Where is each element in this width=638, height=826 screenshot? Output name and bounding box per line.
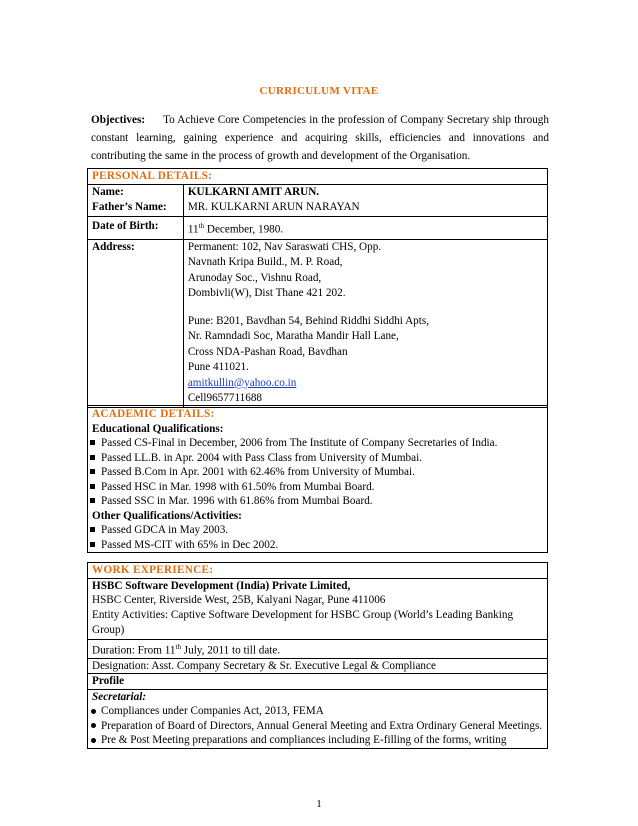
dob-value: 11th December, 1980.	[183, 216, 547, 239]
company-address: HSBC Center, Riverside West, 25B, Kalyani Nagar, Pune 411006	[92, 594, 386, 606]
father-value: MR. KULKARNI ARUN NARAYAN	[187, 201, 360, 213]
square-bullet-icon	[90, 455, 95, 460]
round-bullet-icon	[91, 723, 96, 728]
address-line: Nr. Ramndadi Soc, Maratha Mandir Hall Lane,	[187, 330, 399, 343]
square-bullet-icon	[90, 498, 95, 503]
address-value	[183, 239, 547, 407]
square-bullet-icon	[90, 469, 95, 474]
father-label: Father’s Name:	[92, 201, 167, 213]
square-bullet-icon	[90, 484, 95, 489]
personal-details-header: PERSONAL DETAILS:	[88, 169, 548, 185]
dob-label: Date of Birth:	[88, 216, 184, 239]
page-number: 1	[316, 798, 322, 810]
work-experience-header: WORK EXPERIENCE:	[88, 563, 548, 579]
address-line: Navnath Kripa Build., M. P. Road,	[187, 256, 343, 269]
objectives-paragraph	[91, 111, 549, 165]
address-label: Address:	[88, 239, 184, 407]
other-list-item: Passed GDCA in May 2003.	[88, 523, 547, 538]
square-bullet-icon	[90, 440, 95, 445]
edu-list-item: Passed HSC in Mar. 1998 with 61.50% from Mumbai Board.	[88, 480, 547, 495]
profile-title: Profile	[88, 674, 548, 690]
edu-list-item: Passed B.Com in Apr. 2001 with 62.46% from University of Mumbai.	[88, 465, 547, 480]
academic-details-cell	[88, 406, 548, 553]
name-value-cell	[183, 184, 547, 216]
academic-details-header: ACADEMIC DETAILS:	[92, 408, 215, 420]
square-bullet-icon	[90, 542, 95, 547]
address-spacer	[188, 302, 543, 314]
other-qualifications-title: Other Qualifications/Activities:	[92, 509, 242, 522]
address-line: Arunoday Soc., Vishnu Road,	[187, 271, 322, 284]
secretarial-cell	[88, 689, 548, 748]
other-list-item: Passed MS-CIT with 65% in Dec 2002.	[88, 538, 547, 553]
address-line: Cross NDA-Pashan Road, Bavdhan	[187, 345, 348, 358]
round-bullet-icon	[91, 709, 96, 714]
address-line: Pune 411021.	[187, 361, 249, 374]
square-bullet-icon	[90, 527, 95, 532]
personal-details-table	[87, 168, 548, 408]
objectives-text: To Achieve Core Competencies in the profession of Company Secretary ship through constant learning, gaining experience and acquiring skills, efficiencies and innovations and contributing the same in the process of growth and development of the Organisation.	[91, 114, 549, 162]
work-list-item: Preparation of Board of Directors, Annual General Meeting and Extra Ordinary General Meetings.	[90, 719, 543, 734]
edu-list-item: Passed CS-Final in December, 2006 from The Institute of Company Secretaries of India.	[88, 436, 547, 451]
edu-list-item: Passed SSC in Mar. 1996 with 61.86% from Mumbai Board.	[88, 494, 547, 509]
educational-qualifications-title: Educational Qualifications:	[92, 422, 224, 435]
designation: Designation: Asst. Company Secretary & Sr. Executive Legal & Compliance	[88, 658, 548, 674]
company-name: HSBC Software Development (India) Private Limited,	[92, 579, 351, 592]
secretarial-title: Secretarial:	[92, 690, 147, 703]
edu-list-item: Passed LL.B. in Apr. 2004 with Pass Class from University of Mumbai.	[88, 451, 547, 466]
name-value: KULKARNI AMIT ARUN.	[187, 185, 320, 198]
round-bullet-icon	[91, 738, 96, 743]
document-title: CURRICULUM VITAE	[259, 85, 379, 97]
work-experience-table	[87, 562, 548, 749]
entity-activities: Entity Activities: Captive Software Development for HSBC Group (World’s Leading Banking Group)	[92, 608, 514, 636]
work-list-item: Compliances under Companies Act, 2013, FEMA	[90, 704, 543, 719]
duration: Duration: From 11th July, 2011 to till date.	[88, 639, 548, 658]
address-line: Pune: B201, Bavdhan 54, Behind Riddhi Siddhi Apts,	[187, 314, 430, 327]
cell-number: Cell9657711688	[187, 392, 263, 405]
address-line: Permanent: 102, Nav Saraswati CHS, Opp.	[187, 240, 382, 253]
academic-details-table	[87, 405, 548, 553]
email-link[interactable]: amitkullin@yahoo.co.in	[187, 376, 297, 389]
company-cell	[88, 578, 548, 639]
address-line: Dombivli(W), Dist Thane 421 202.	[187, 287, 346, 300]
work-list-item: Pre & Post Meeting preparations and compliances including E-filling of the forms, writing	[90, 733, 543, 748]
name-label: Name: Father’s Name:	[88, 184, 184, 216]
objectives-label: Objectives:	[91, 114, 146, 126]
